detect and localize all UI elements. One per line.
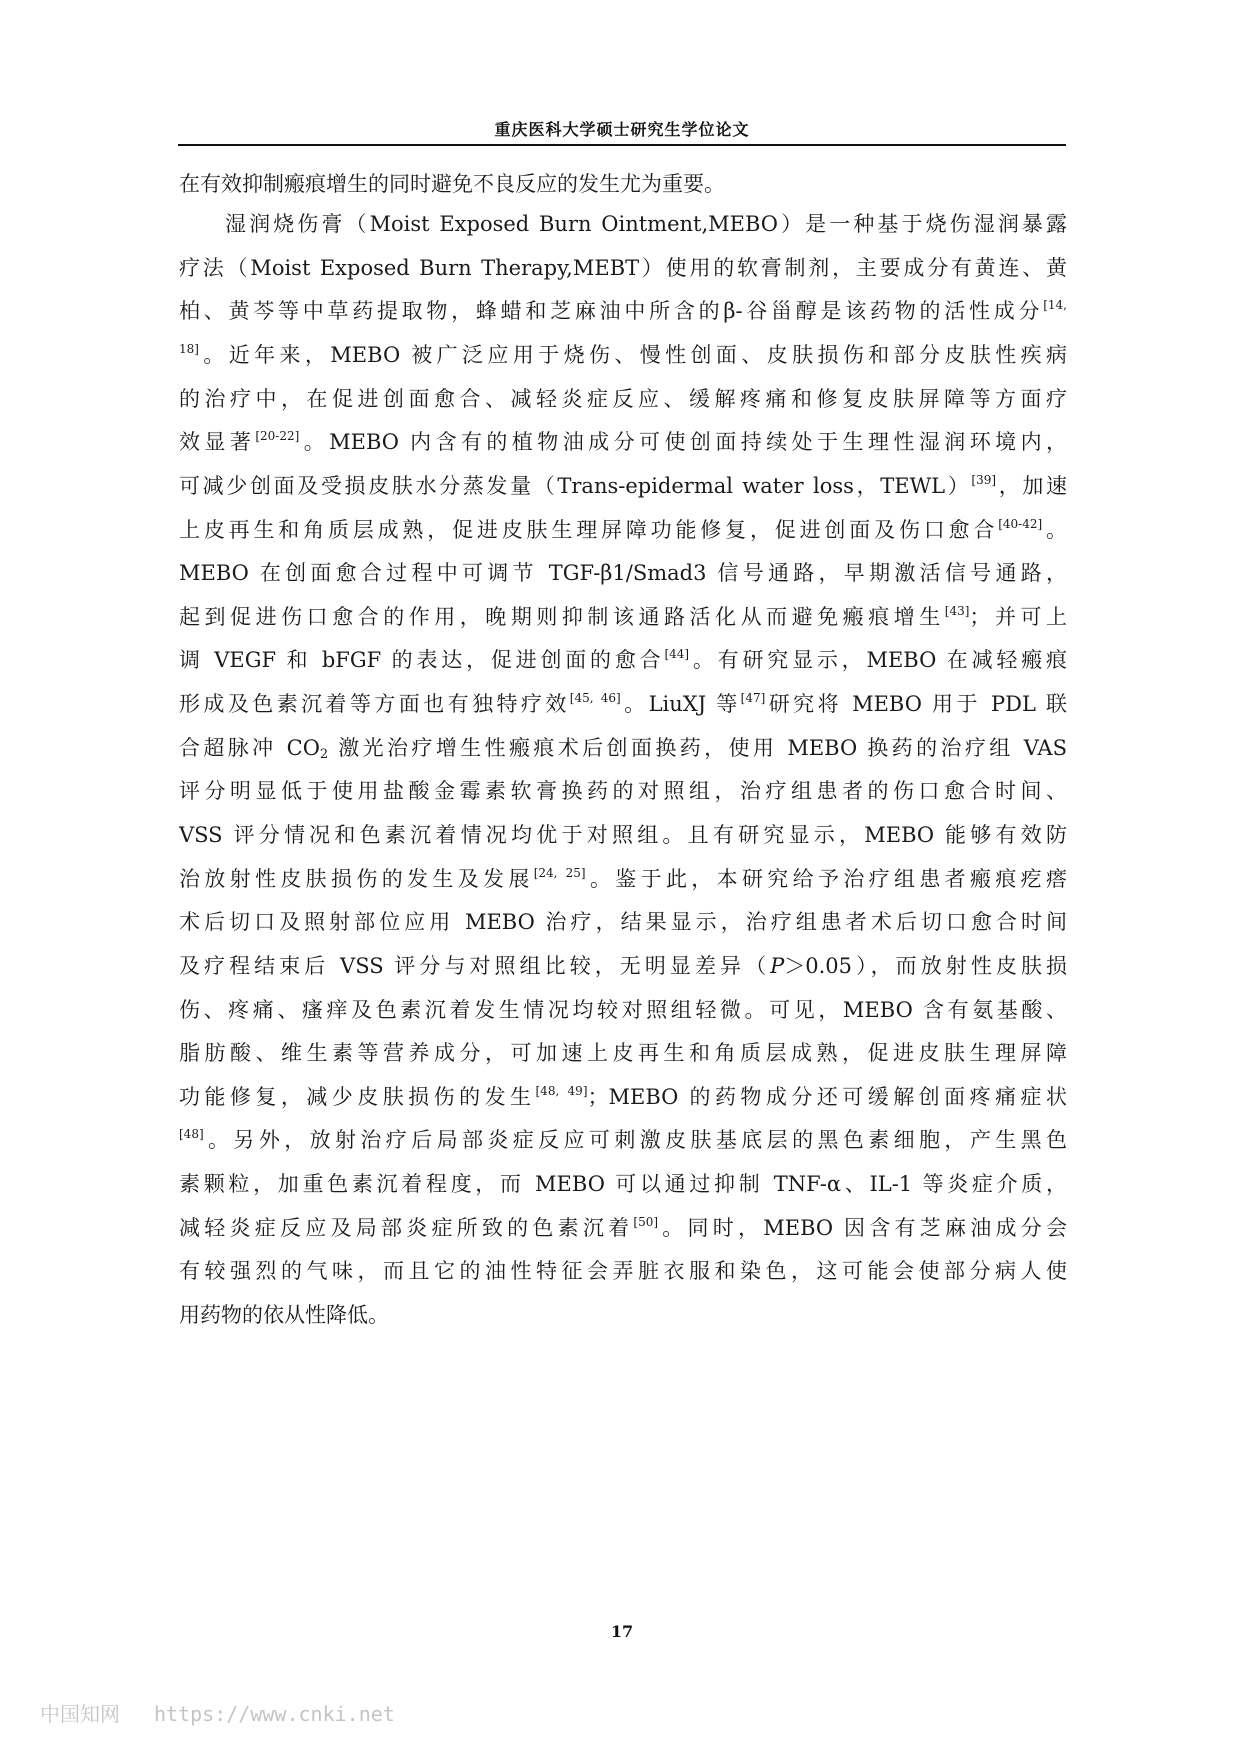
text-run: 激光治疗增生性瘢痕术后创面换药，使用 MEBO 换药的治疗组 VAS (328, 736, 1067, 760)
citation: [44] (664, 647, 690, 661)
text-line (179, 599, 1067, 635)
citation: [50] (633, 1215, 659, 1229)
page-number: 17 (610, 1622, 634, 1641)
text-line (179, 948, 1067, 984)
watermark-name: 中国知网 (40, 1702, 120, 1726)
text-run: ，加速 (996, 474, 1068, 498)
text-run: 及疗程结束后 VSS 评分与对照组比较，无明显差异（ (179, 954, 771, 978)
text-run: 调 VEGF 和 bFGF 的表达，促进创面的愈合 (179, 648, 665, 672)
text-run: 合超脉冲 CO (179, 736, 320, 760)
text-line: 的治疗中，在促进创面愈合、减轻炎症反应、缓解疼痛和修复皮肤屏障等方面疗 (179, 387, 1067, 411)
text-run: 。有研究显示，MEBO 在减轻瘢痕 (689, 648, 1067, 672)
text-line (179, 1210, 1067, 1246)
text-line: 用药物的依从性降低。 (179, 1303, 389, 1327)
text-run: 上皮再生和角质层成熟，促进皮肤生理屏障功能修复，促进创面及伤口愈合 (179, 518, 999, 542)
text-run: ；MEBO 的药物成分还可缓解创面疼痛症状 (587, 1085, 1068, 1109)
citation: [43] (944, 604, 970, 618)
text-line: MEBO 在创面愈合过程中可调节 TGF-β1/Smad3 信号通路，早期激活信号通路， (179, 561, 1067, 585)
text-run: 减轻炎症反应及局部炎症所致的色素沉着 (179, 1216, 634, 1240)
text-run: 。另外，放射治疗后局部炎症反应可刺激皮肤基底层的黑色素细胞，产生黑色 (203, 1128, 1067, 1152)
text-line (179, 424, 1067, 460)
text-run: 起到促进伤口愈合的作用，晚期则抑制该通路活化从而避免瘢痕增生 (179, 605, 945, 629)
cnki-watermark (40, 1700, 395, 1728)
text-run: 。近年来，MEBO 被广泛应用于烧伤、慢性创面、皮肤损伤和部分皮肤性疾病 (198, 343, 1067, 367)
citation: [24, 25] (533, 866, 586, 880)
text-line (179, 512, 1067, 548)
text-line: 评分明显低于使用盐酸金霉素软膏换药的对照组，治疗组患者的伤口愈合时间、 (179, 779, 1067, 803)
text-line (179, 1122, 1067, 1158)
text-line: VSS 评分情况和色素沉着情况均优于对照组。且有研究显示，MEBO 能够有效防 (179, 823, 1067, 847)
text-line: 脂肪酸、维生素等营养成分，可加速上皮再生和角质层成熟，促进皮肤生理屏障 (179, 1041, 1067, 1065)
text-run: 效显著 (179, 430, 256, 454)
text-line: 伤、疼痛、瘙痒及色素沉着发生情况均较对照组轻微。可见，MEBO 含有氨基酸、 (179, 998, 1067, 1022)
text-run: 形成及色素沉着等方面也有独特疗效 (179, 692, 570, 716)
italic-p: P (770, 954, 785, 978)
citation: [48] (179, 1127, 204, 1141)
text-run: 研究将 MEBO 用于 PDL 联 (765, 692, 1068, 716)
text-line (179, 337, 1067, 373)
text-run: ＞0.05），而放射性皮肤损 (784, 954, 1067, 978)
text-line (179, 730, 1067, 766)
text-line (179, 1079, 1067, 1115)
text-run: 。 (1042, 518, 1068, 542)
text-line (179, 293, 1067, 329)
citation: [40-42] (998, 517, 1043, 531)
text-run: 柏、黄芩等中草药提取物，蜂蜡和芝麻油中所含的β-谷甾醇是该药物的活性成分 (179, 299, 1044, 323)
text-line: 素颗粒，加重色素沉着程度，而 MEBO 可以通过抑制 TNF-α、IL-1 等炎症介质， (179, 1172, 1067, 1196)
text-line: 湿润烧伤膏（Moist Exposed Burn Ointment,MEBO）是一种基于烧伤湿润暴露 (225, 212, 1067, 236)
header-rule (178, 144, 1066, 146)
text-line: 在有效抑制瘢痕增生的同时避免不良反应的发生尤为重要。 (179, 172, 725, 196)
text-run: 可减少创面及受损皮肤水分蒸发量（Trans-epidermal water loss，TEWL） (179, 474, 972, 498)
text-line: 有较强烈的气味，而且它的油性特征会弄脏衣服和染色，这可能会使部分病人使 (179, 1259, 1067, 1283)
text-run: 。MEBO 内含有的植物油成分可使创面持续处于生理性湿润环境内， (299, 430, 1068, 454)
text-run: 。LiuXJ 等 (620, 692, 741, 716)
text-line (179, 686, 1067, 722)
text-line: 疗法（Moist Exposed Burn Therapy,MEBT）使用的软膏制剂，主要成分有黄连、黄 (179, 256, 1067, 280)
text-line (179, 642, 1067, 678)
text-line (179, 861, 1067, 897)
citation: [48, 49] (535, 1084, 588, 1098)
watermark-url: https://www.cnki.net (154, 1702, 395, 1726)
citation: [45, 46] (569, 691, 621, 705)
text-run: 治放射性皮肤损伤的发生及发展 (179, 867, 534, 891)
citation: 18] (179, 342, 199, 356)
text-run: 。同时，MEBO 因含有芝麻油成分会 (658, 1216, 1068, 1240)
text-run: 。鉴于此，本研究给予治疗组患者瘢痕疙瘩 (585, 867, 1068, 891)
text-line (179, 468, 1067, 504)
citation: [47] (740, 691, 766, 705)
running-header: 重庆医科大学硕士研究生学位论文 (494, 120, 750, 139)
citation: [20-22] (255, 429, 300, 443)
subscript: 2 (319, 747, 329, 762)
citation: [14, (1043, 298, 1067, 312)
citation: [39] (971, 473, 997, 487)
text-run: 功能修复，减少皮肤损伤的发生 (179, 1085, 536, 1109)
text-line: 术后切口及照射部位应用 MEBO 治疗，结果显示，治疗组患者术后切口愈合时间 (179, 910, 1067, 934)
text-run: ；并可上 (969, 605, 1067, 629)
